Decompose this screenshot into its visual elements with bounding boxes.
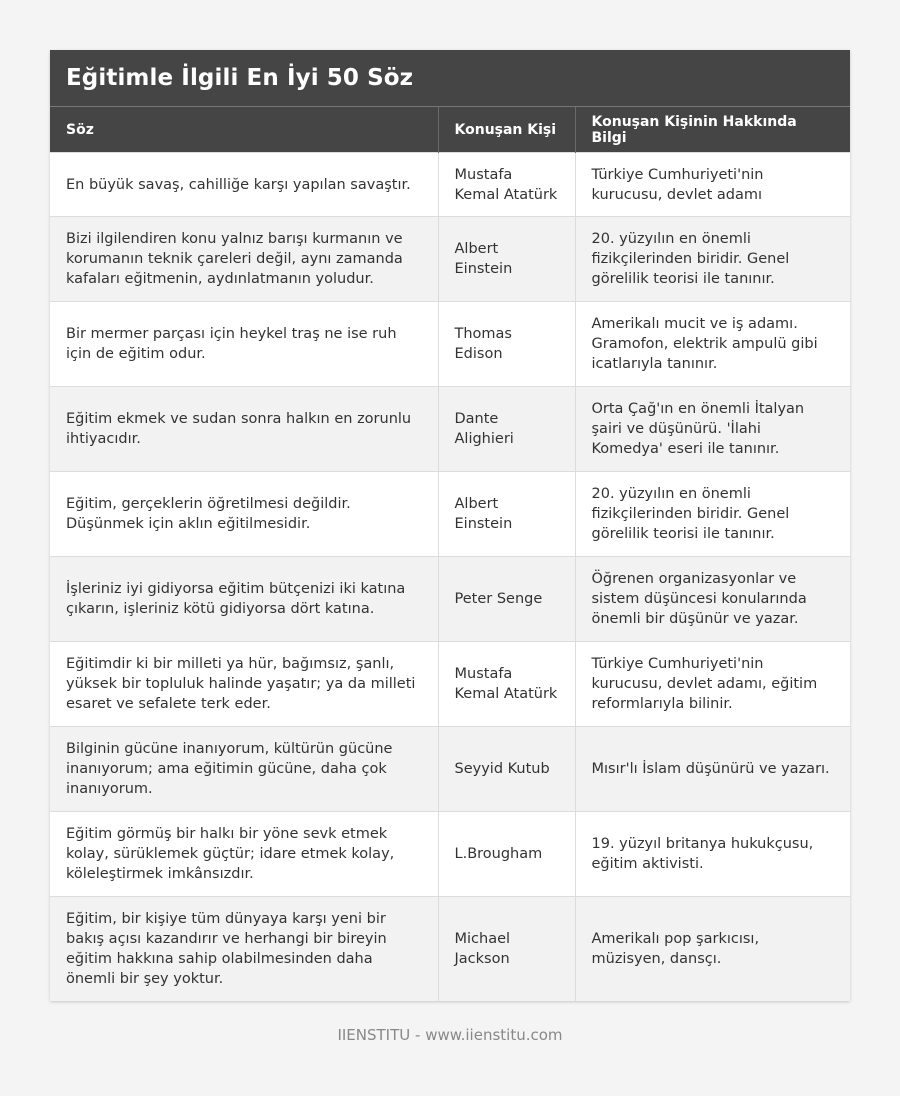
speaker-cell: L.Brougham <box>438 812 575 897</box>
about-cell: Amerikalı pop şarkıcısı, müzisyen, dansçı. <box>575 897 850 1001</box>
column-header-about: Konuşan Kişinin Hakkında Bilgi <box>575 107 850 153</box>
title-bar <box>50 50 850 107</box>
speaker-cell: Mustafa Kemal Atatürk <box>438 153 575 217</box>
about-cell: 20. yüzyılın en önemli fizikçilerinden biridir. Genel görelilik teorisi ile tanınır. <box>575 472 850 557</box>
table-row <box>50 472 850 557</box>
quote-cell: Eğitim görmüş bir halkı bir yöne sevk etmek kolay, sürüklemek güçtür; idare etmek kolay, köleleştirmek imkânsızdır. <box>50 812 438 897</box>
quotes-table <box>50 107 850 1001</box>
table-row <box>50 302 850 387</box>
table-row <box>50 153 850 217</box>
quote-cell: Eğitimdir ki bir milleti ya hür, bağımsız, şanlı, yüksek bir topluluk halinde yaşatır; ya da milleti esaret ve sefalete terk eder. <box>50 642 438 727</box>
quote-cell: En büyük savaş, cahilliğe karşı yapılan savaştır. <box>50 153 438 217</box>
table-row <box>50 897 850 1001</box>
speaker-cell: Thomas Edison <box>438 302 575 387</box>
quotes-card <box>50 50 850 1001</box>
about-cell: Öğrenen organizasyonlar ve sistem düşüncesi konularında önemli bir düşünür ve yazar. <box>575 557 850 642</box>
quote-cell: Bir mermer parçası için heykel traş ne ise ruh için de eğitim odur. <box>50 302 438 387</box>
page-title: Eğitimle İlgili En İyi 50 Söz <box>66 65 414 91</box>
table-header-row <box>50 107 850 153</box>
quote-cell: Bilginin gücüne inanıyorum, kültürün gücüne inanıyorum; ama eğitimin gücüne, daha çok inanıyorum. <box>50 727 438 812</box>
quote-cell: Bizi ilgilendiren konu yalnız barışı kurmanın ve korumanın teknik çareleri değil, aynı zamanda kafaları eğitmenin, aydınlatmanın yoludur. <box>50 217 438 302</box>
quote-cell: Eğitim, bir kişiye tüm dünyaya karşı yeni bir bakış açısı kazandırır ve herhangi bir bireyin eğitim hakkına sahip olabilmesinden daha önemli bir şey yoktur. <box>50 897 438 1001</box>
about-cell: Orta Çağ'ın en önemli İtalyan şairi ve düşünürü. 'İlahi Komedya' eseri ile tanınır. <box>575 387 850 472</box>
quote-cell: Eğitim, gerçeklerin öğretilmesi değildir. Düşünmek için aklın eğitilmesidir. <box>50 472 438 557</box>
quote-cell: Eğitim ekmek ve sudan sonra halkın en zorunlu ihtiyacıdır. <box>50 387 438 472</box>
about-cell: Amerikalı mucit ve iş adamı. Gramofon, elektrik ampulü gibi icatlarıyla tanınır. <box>575 302 850 387</box>
speaker-cell: Peter Senge <box>438 557 575 642</box>
column-header-speaker: Konuşan Kişi <box>438 107 575 153</box>
about-cell: Türkiye Cumhuriyeti'nin kurucusu, devlet adamı <box>575 153 850 217</box>
footer-credit: IIENSTITU - www.iienstitu.com <box>337 1026 563 1044</box>
about-cell: Mısır'lı İslam düşünürü ve yazarı. <box>575 727 850 812</box>
speaker-cell: Albert Einstein <box>438 217 575 302</box>
table-row <box>50 812 850 897</box>
table-row <box>50 387 850 472</box>
speaker-cell: Albert Einstein <box>438 472 575 557</box>
column-header-quote: Söz <box>50 107 438 153</box>
quote-cell: İşleriniz iyi gidiyorsa eğitim bütçenizi iki katına çıkarın, işleriniz kötü gidiyorsa dört katına. <box>50 557 438 642</box>
about-cell: 19. yüzyıl britanya hukukçusu, eğitim aktivisti. <box>575 812 850 897</box>
speaker-cell: Michael Jackson <box>438 897 575 1001</box>
about-cell: Türkiye Cumhuriyeti'nin kurucusu, devlet adamı, eğitim reformlarıyla bilinir. <box>575 642 850 727</box>
speaker-cell: Seyyid Kutub <box>438 727 575 812</box>
table-row <box>50 642 850 727</box>
table-row <box>50 217 850 302</box>
speaker-cell: Mustafa Kemal Atatürk <box>438 642 575 727</box>
table-row <box>50 557 850 642</box>
table-row <box>50 727 850 812</box>
about-cell: 20. yüzyılın en önemli fizikçilerinden biridir. Genel görelilik teorisi ile tanınır. <box>575 217 850 302</box>
speaker-cell: Dante Alighieri <box>438 387 575 472</box>
